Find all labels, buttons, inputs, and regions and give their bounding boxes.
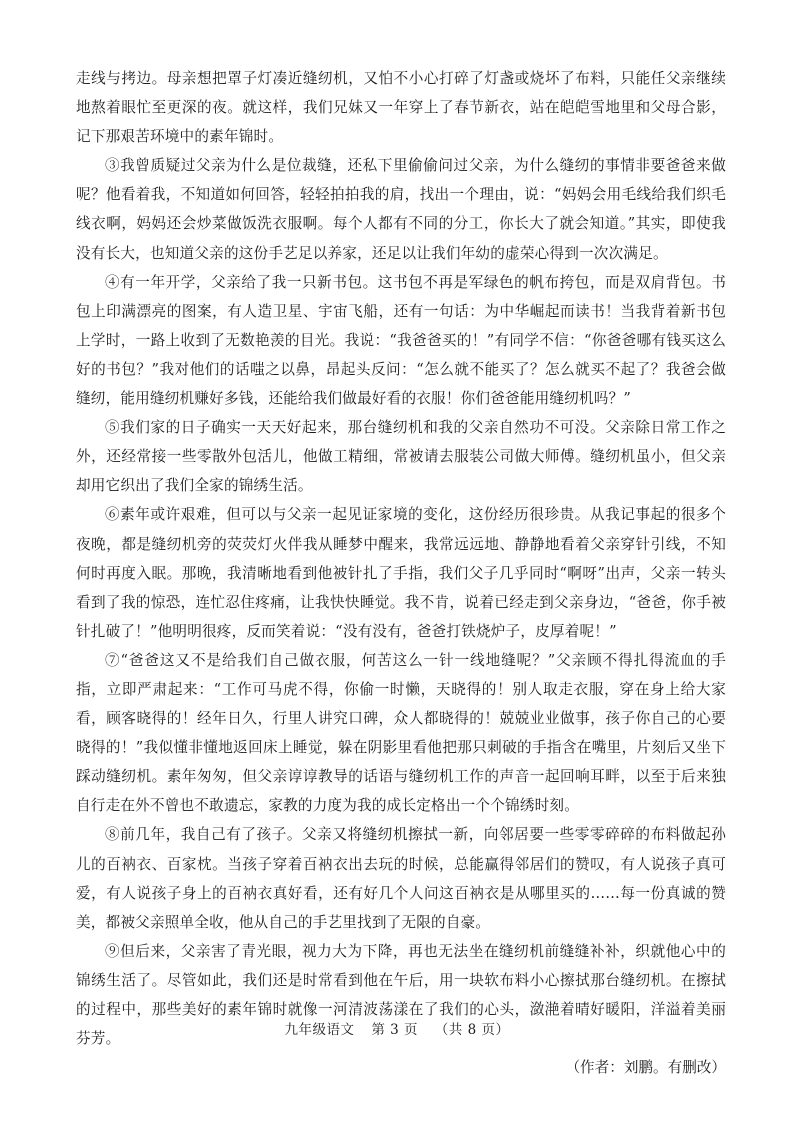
- paragraph-3: ③我曾质疑过父亲为什么是位裁缝，还私下里偷偷问过父亲，为什么缝纫的事情非要爸爸来做呢？他看着我，不知道如何回答，轻轻拍拍我的肩，找出一个理由，说：“妈妈会用毛线给我们织毛线衣啊，妈妈还会炒菜做饭洗衣服啊。每个人都有不同的分工，你长大了就会知道。”其实，即使我没有长大，也知道父亲的这份手艺足以养家，还足以让我们年幼的虚荣心得到一次次满足。: [76, 157, 726, 262]
- paragraph-7: ⑦“爸爸这又不是给我们自己做衣服，何苦这么一针一线地缝呢？”父亲顾不得扎得流血的手指，立即严肃起来：“工作可马虎不得，你偷一时懒，天晓得的！别人取走衣服，穿在身上给大家看，顾客晓得的！经年日久，行里人讲究口碑，众人都晓得的！兢兢业业做事，孩子你自己的心要晓得的！”我似懂非懂地返回床上睡觉，躲在阴影里看他把那只刺破的手指含在嘴里，片刻后又坐下踩动缝纫机。素年匆匆，但父亲谆谆教导的话语与缝纫机工作的声音一起回响耳畔，以至于后来独自行走在外不曾也不敢遗忘，家教的力度为我的成长定格出一个个锦绣时刻。: [76, 651, 726, 815]
- paragraph-9: ⑨但后来，父亲害了青光眼，视力大为下降，再也无法坐在缝纫机前缝缝补补，织就他心中的锦绣生活了。尽管如此，我们还是时常看到他在午后，用一块软布料小心擦拭那台缝纫机。在擦拭的过程中，那些美好的素年锦时就像一河清波荡漾在了我们的心头，潋滟着晴好暖阳，洋溢着美丽芬芳。: [76, 942, 726, 1048]
- footer-page-number: 第 3 页: [371, 1022, 418, 1038]
- article-body: [76, 64, 726, 1082]
- paragraph-4: ④有一年开学，父亲给了我一只新书包。这书包不再是军绿色的帆布挎包，而是双肩背包。书包上印满漂亮的图案，有人造卫星、宇宙飞船，还有一句话：为中华崛起而读书！当我背着新书包上学时，一路上收到了无数艳羡的目光。我说：“我爸爸买的！”有同学不信：“你爸爸哪有钱买这么好的书包？”我对他们的话嗤之以鼻，昂起头反问：“怎么就不能买了？怎么就买不起了？我爸会做缝纫，能用缝纫机赚好多钱，还能给我们做最好看的衣服！你们爸爸能用缝纫机吗？”: [76, 273, 726, 408]
- author-note: （作者：刘鹏。有删改）: [565, 1059, 726, 1077]
- paragraph-continued: 走线与拷边。母亲想把罩子灯凑近缝纫机，又怕不小心打碎了灯盏或烧坏了布料，只能任父亲继续地熬着眼忙至更深的夜。就这样，我们兄妹又一年穿上了春节新衣，站在皑皑雪地里和父母合影，记下那艰苦环境中的素年锦时。: [76, 70, 726, 146]
- paragraph-6: ⑥素年或许艰难，但可以与父亲一起见证家境的变化，这份经历很珍贵。从我记事起的很多个夜晚，都是缝纫机旁的荧荧灯火伴我从睡梦中醒来，我常远远地、静静地看着父亲穿针引线，不知何时再度入眠。那晚，我清晰地看到他被针扎了手指，我们父子几乎同时“啊呀”出声，父亲一转头看到了我的惊恐，连忙忍住疼痛，让我快快睡觉。我不肯，说着已经走到父亲身边，“爸爸，你手被针扎破了！”他明明很疼，反而笑着说：“没有没有，爸爸打铁烧炉子，皮厚着呢！”: [76, 506, 726, 640]
- page-footer: [0, 1018, 794, 1038]
- paragraph-8: ⑧前几年，我自己有了孩子。父亲又将缝纫机擦拭一新，向邻居要一些零零碎碎的布料做起孙儿的百衲衣、百家枕。当孩子穿着百衲衣出去玩的时候，总能赢得邻居们的赞叹，有人说孩子真可爱，有人说孩子身上的百衲衣真好看，还有好几个人问这百衲衣是从哪里买的……每一份真诚的赞美，都被父亲照单全收，他从自己的手艺里找到了无限的自豪。: [76, 826, 726, 931]
- paragraph-5: ⑤我们家的日子确实一天天好起来，那台缝纫机和我的父亲自然功不可没。父亲除日常工作之外，还经常接一些零散外包活儿，他做工精细，常被请去服装公司做大师傅。缝纫机虽小，但父亲却用它织出了我们全家的锦绣生活。: [76, 419, 726, 495]
- footer-subject: 九年级语文: [284, 1022, 355, 1038]
- footer-page-total: （共 8 页）: [434, 1022, 510, 1038]
